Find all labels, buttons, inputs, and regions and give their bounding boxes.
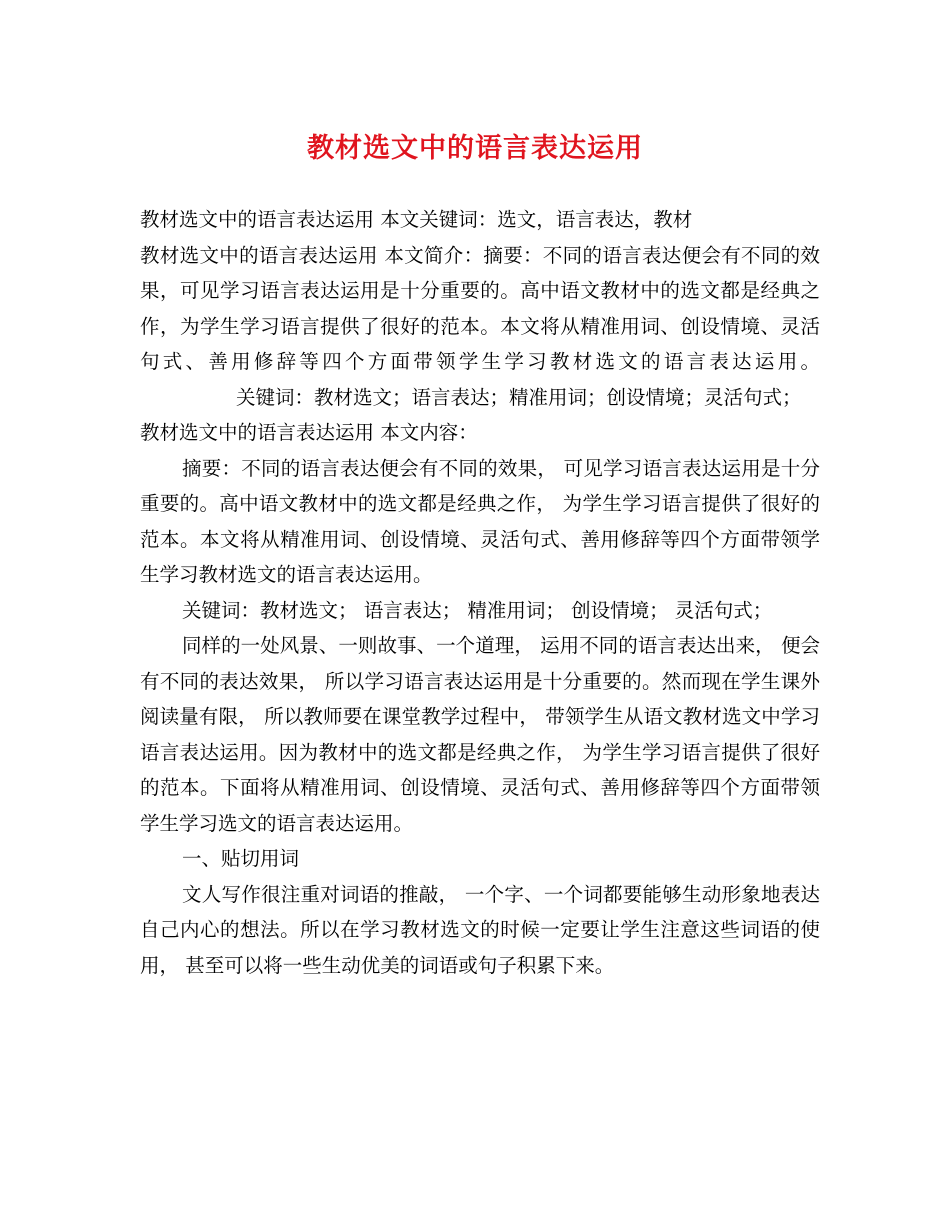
intro-text: 教材选文中的语言表达运用 本文简介：摘要：不同的语言表达便会有不同的效果，可见学习语言表达运用是十分重要的。高中语文教材中的选文都是经典之作，为学生学习语言提供了很好的范本。本文将从精准用词、创设情境、灵活句式、善用修辞等四个方面带领学生学习教材选文的语言表达运用。 [140,243,820,373]
document-body [140,202,820,983]
intro-keywords: 关键词：教材选文；语言表达；精准用词；创设情境；灵活句式； [236,385,802,409]
abstract-paragraph: 摘要：不同的语言表达便会有不同的效果， 可见学习语言表达运用是十分重要的。高中语文教材中的选文都是经典之作， 为学生学习语言提供了很好的范本。本文将从精准用词、创设情境、灵活句式、善用修辞等四个方面带领学生学习教材选文的语言表达运用。 [140,456,820,586]
keywords-paragraph: 关键词：教材选文； 语言表达； 精准用词； 创设情境； 灵活句式； [182,598,773,622]
section-heading-1: 一、贴切用词 [182,847,300,870]
body-paragraph-1: 同样的一处风景、一则故事、一个道理， 运用不同的语言表达出来， 便会有不同的表达效果， 所以学习语言表达运用是十分重要的。然而现在学生课外阅读量有限， 所以教师要在课堂教学过程中， 带领学生从语文教材选文中学习语言表达运用。因为教材中的选文都是经典之作， 为学生学习语言提供了很好的范本。下面将从精准用词、创设情境、灵活句式、善用修辞等四个方面带领学生学习选文的语言表达运用。 [140,634,820,835]
keywords-line: 教材选文中的语言表达运用 本文关键词：选文，语言表达，教材 [140,208,693,231]
intro-paragraph [140,238,820,416]
content-label-line: 教材选文中的语言表达运用 本文内容： [140,421,478,444]
document-title: 教材选文中的语言表达运用 [307,133,643,164]
body-paragraph-2: 文人写作很注重对词语的推敲， 一个字、一个词都要能够生动形象地表达自己内心的想法。所以在学习教材选文的时候一定要让学生注意这些词语的使用， 甚至可以将一些生动优美的词语或句子积累下来。 [140,882,820,977]
